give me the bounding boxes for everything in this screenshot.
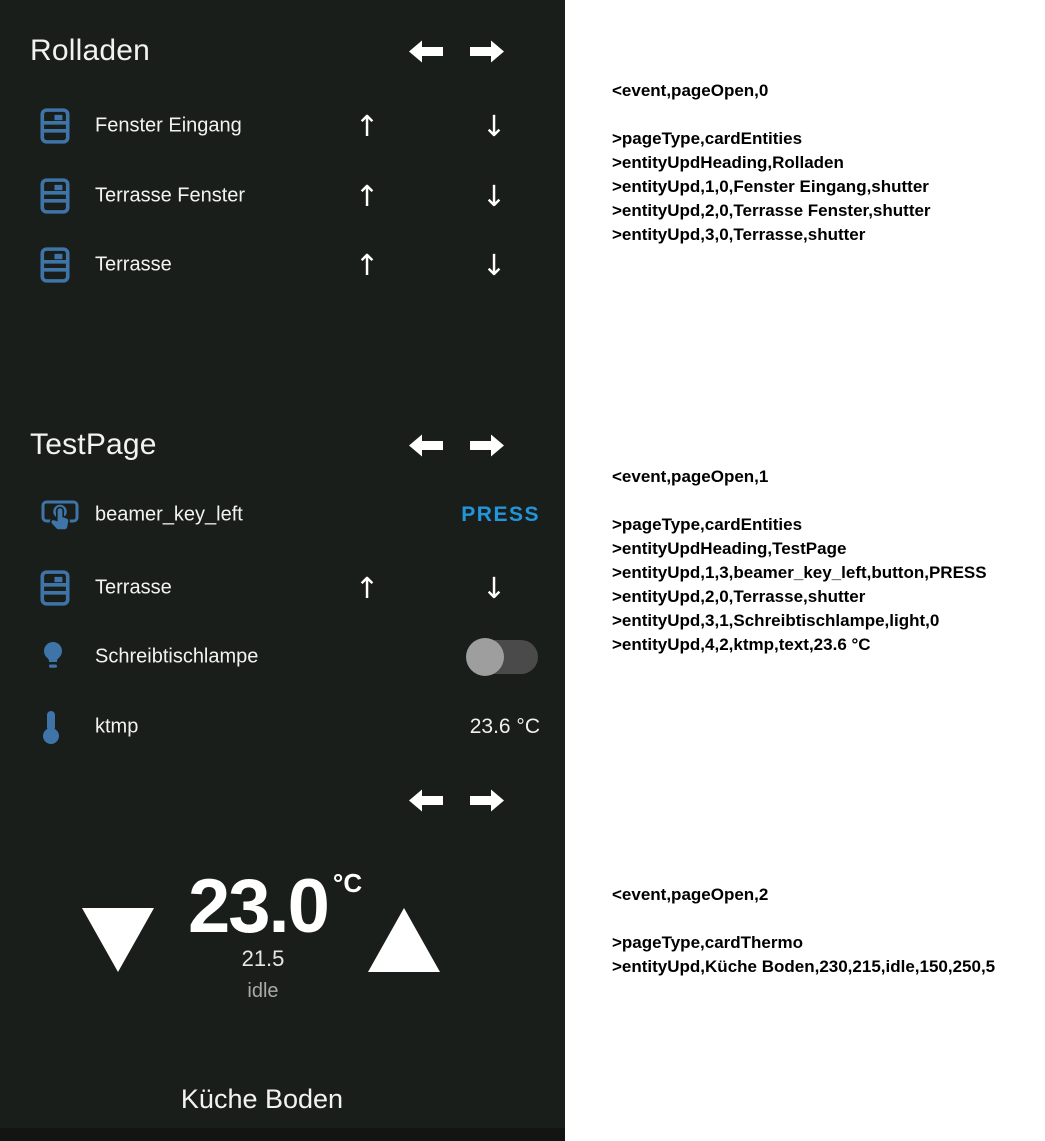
nav-right-button[interactable] (470, 38, 504, 65)
target-temperature: 21.5 (241, 946, 285, 971)
sensor-value: 23.6 °C (469, 715, 540, 738)
entity-label: beamer_key_left (95, 503, 243, 526)
entity-label: Terrasse (95, 576, 172, 599)
shutter-up-button[interactable]: ↑ (351, 248, 383, 282)
page-nav (409, 787, 504, 814)
entity-label: Terrasse (95, 253, 172, 276)
entity-row (0, 104, 565, 148)
nav-left-button[interactable] (409, 38, 443, 65)
nav-left-button[interactable] (409, 432, 443, 459)
entity-row (0, 174, 565, 218)
entity-label: Schreibtischlampe (95, 645, 259, 668)
log-line: >entityUpd,2,0,Terrasse,shutter (612, 587, 866, 606)
lightbulb-icon (40, 640, 66, 674)
thermostat-title: Küche Boden (180, 1084, 344, 1114)
nav-left-button[interactable] (409, 787, 443, 814)
log-line: >pageType,cardThermo (612, 933, 803, 952)
entity-row (0, 705, 565, 749)
shutter-up-button[interactable]: ↑ (351, 571, 383, 605)
card-heading-rolladen: Rolladen (30, 34, 151, 67)
entity-row (0, 635, 565, 679)
shutter-icon (40, 108, 70, 144)
log-line (612, 103, 931, 127)
shutter-stop-button[interactable] (414, 254, 437, 277)
log-line: <event,pageOpen,1 (612, 467, 769, 486)
press-button[interactable]: PRESS (461, 503, 540, 526)
shutter-icon (40, 178, 70, 214)
log-line: >entityUpdHeading,Rolladen (612, 153, 844, 172)
serial-log-block-2 (612, 465, 987, 657)
log-line: <event,pageOpen,0 (612, 81, 769, 100)
log-line: >entityUpd,2,0,Terrasse Fenster,shutter (612, 201, 931, 220)
log-line: >entityUpd,1,3,beamer_key_left,button,PRESS (612, 563, 987, 582)
entity-row (0, 566, 565, 610)
light-toggle[interactable] (468, 640, 538, 674)
shutter-icon (40, 247, 70, 283)
arrow-left-icon (409, 787, 443, 814)
log-line (612, 489, 987, 513)
entity-row (0, 493, 565, 537)
toggle-knob (466, 638, 504, 676)
shutter-stop-button[interactable] (414, 577, 437, 600)
thermometer-icon (40, 709, 62, 745)
log-line (612, 907, 995, 931)
entity-label: Terrasse Fenster (95, 184, 246, 207)
shutter-down-button[interactable]: ↓ (478, 179, 510, 213)
current-temperature (188, 838, 362, 952)
temperature-unit: °C (332, 868, 363, 898)
shutter-up-button[interactable]: ↑ (351, 109, 383, 143)
page-nav (409, 38, 504, 65)
nav-right-button[interactable] (470, 787, 504, 814)
panel-bottom-bar (0, 1128, 565, 1141)
serial-log-block-3 (612, 883, 995, 979)
shutter-stop-button[interactable] (414, 115, 437, 138)
arrow-right-icon (470, 432, 504, 459)
current-temperature-value: 23.0 (188, 864, 328, 949)
log-line: >entityUpd,3,1,Schreibtischlampe,light,0 (612, 611, 940, 630)
entity-label: ktmp (95, 715, 139, 738)
arrow-left-icon (409, 38, 443, 65)
entity-row (0, 243, 565, 287)
log-line: >entityUpd,Küche Boden,230,215,idle,150,250,5 (612, 957, 996, 976)
page-nav (409, 432, 504, 459)
log-line: >entityUpd,4,2,ktmp,text,23.6 °C (612, 635, 871, 654)
serial-log-block-1 (612, 79, 931, 247)
log-line: >entityUpd,1,0,Fenster Eingang,shutter (612, 177, 929, 196)
shutter-icon (40, 570, 70, 606)
shutter-down-button[interactable]: ↓ (478, 571, 510, 605)
card-heading-testpage: TestPage (30, 428, 157, 461)
log-line: <event,pageOpen,2 (612, 885, 769, 904)
shutter-up-button[interactable]: ↑ (351, 179, 383, 213)
log-line: >entityUpdHeading,TestPage (612, 539, 847, 558)
gesture-tap-icon (40, 497, 80, 533)
thermostat-state: idle (247, 980, 279, 1002)
arrow-left-icon (409, 432, 443, 459)
arrow-right-icon (470, 787, 504, 814)
log-line: >pageType,cardEntities (612, 515, 803, 534)
arrow-right-icon (470, 38, 504, 65)
nav-right-button[interactable] (470, 432, 504, 459)
shutter-down-button[interactable]: ↓ (478, 109, 510, 143)
shutter-stop-button[interactable] (414, 185, 437, 208)
shutter-down-button[interactable]: ↓ (478, 248, 510, 282)
log-line: >entityUpd,3,0,Terrasse,shutter (612, 225, 866, 244)
entity-label: Fenster Eingang (95, 114, 242, 137)
log-line: >pageType,cardEntities (612, 129, 803, 148)
